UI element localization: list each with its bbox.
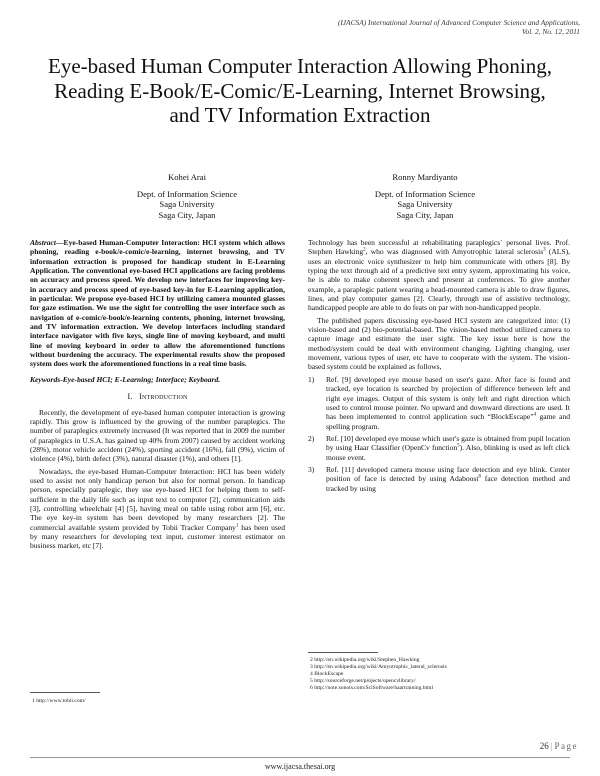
footnote: 4 BlockEscape <box>310 671 344 677</box>
intro-paragraph-1: Recently, the development of eye-based human computer interaction is growing rapidly. This grow is influenced by the growing of the number paraplegics. The number of paraplegics extremely increased (It was reported that in 2009 the number of paraplegics in U.S.A. has gained up 40% from 2007) caused by accident working (28%), motor vehicle accident (24%), sporting accident (16%), fall (9%), victim of violence (4%), birth defect (3%), natural disaster (1%), and others [1]. <box>30 407 285 464</box>
footnote: 2 http://en.wikipedia.org/wiki/Stephen_Hawking <box>310 657 420 663</box>
footnote-rule <box>30 692 100 693</box>
footnote-rule <box>308 652 378 653</box>
journal-name: (IJACSA) International Journal of Advanced Computer Science and Applications, <box>337 18 580 27</box>
footnotes-left <box>32 698 86 705</box>
abstract-label: Abstract <box>30 238 56 247</box>
left-column <box>30 238 285 554</box>
vision-based-list <box>308 375 570 493</box>
page-label: Page <box>554 741 578 751</box>
keywords: Keywords-Eye-based HCI; E-Learning; Interface; Keyboard. <box>30 374 221 384</box>
footnote: 3 http://en.wikipedia.org/wiki/Amyotrophic_lateral_sclerosis <box>310 664 447 670</box>
abstract-text: —Eye-based Human-Computer Interaction: HCI system which allows phoning, reading e-book/e-comic/e-learning, internet browsing, and TV information extraction is proposed for handicap student in E-Learning Application. The conventional eye-based HCI applications are facing problems on accuracy and process speed. We develop new interfaces for improving key-in accuracy and process speed of eye-based key-in for E-Learning application, in particular. We propose eye-based HCI by utilizing camera mounted glasses for gaze estimation. We use the sight for controlling the user interface such as navigation of e-comic/e-book/e-learning contents, phoning, internet browsing, and TV information extraction. We develop interfaces including standard interface navigator with five keys, single line of moving keyboard, and multi line of moving keyboard in order to allow the aforementioned functions without burdening the accuracy. The experimental results show the proposed system does work the aforementioned functions in a real time basis. <box>30 238 285 369</box>
author-university: Saga University <box>159 199 215 209</box>
footnote-marker: 5 <box>457 443 460 449</box>
author-city: Saga City, Japan <box>158 209 216 220</box>
footnote-marker: 4 <box>533 412 537 418</box>
footnote: 5 http://sourceforge.net/projects/opencvlibrary/ <box>310 678 416 684</box>
footnote: 6 http://note.sonots.com/SciSoftware/haartraining.html <box>310 685 434 691</box>
page-number-value: 26 <box>539 741 549 751</box>
footnote-marker: 6 <box>478 474 481 480</box>
footnote-marker: 3 <box>543 247 546 253</box>
footnote-marker: 2 <box>363 247 366 253</box>
author-dept: Dept. of Information Science <box>374 188 476 199</box>
list-item: 2) Ref. [10] developed eye mouse which user's gaze is obtained from pupil location by using Haar Classifier (OpenCv function$^5$). Also, blinking is used as left click mouse event. <box>308 433 570 462</box>
right-column <box>308 238 570 496</box>
author-name: Ronny Mardiyanto <box>392 172 458 182</box>
list-item: 3) Ref. [11] developed camera mouse using face detection and eye blink. Center position of face is detected by using Adaboost$^6$ face detection method and tracked by using <box>308 464 570 493</box>
author-block-2 <box>320 172 530 220</box>
intro-paragraph-2: Nowadays, the eye-based Human-Computer Interaction: HCI has been widely used to assist not only handicap person but also for normal person. In handicap person, especially paraplegic, they use eye-based HCI for helping them to self-sufficient in the daily life such as input text to computer [2], communication aids [3], controlling wheelchair [4] [5], having meal on table using robot arm [6], etc. The eye key-in system has been developed by many researchers [2]. The commercial available system provided by Tobii Tracker Company$^1$ has been used by many researchers for developing text input, customer interest estimator on business market, etc [7]. <box>30 466 285 551</box>
footnote: 1 http://www.tobii.com/ <box>32 698 86 704</box>
paper-title: Eye-based Human Computer Interaction Allowing Phoning, Reading E-Book/E-Comic/E-Learning, Internet Browsing, and TV Information Extraction <box>48 54 552 127</box>
author-block-1 <box>82 172 292 220</box>
abstract <box>30 238 285 369</box>
author-university: Saga University <box>397 199 453 209</box>
author-city: Saga City, Japan <box>396 209 454 220</box>
journal-header <box>180 18 580 36</box>
journal-website: www.ijacsa.thesai.org <box>264 762 336 771</box>
section-title: Introduction <box>139 392 188 402</box>
section-heading <box>30 392 285 401</box>
section-numeral: I. <box>127 392 133 402</box>
list-item: 1) Ref. [9] developed eye mouse based on user's gaze. After face is found and tracked, eye location is searched by projection of difference between left and right eye images. Output of this system is only left and right direction which used to control mouse pointer. No upward and downward directions are used. It has been implemented to control application such “BlockEscape”$^4$ game and spelling program. <box>308 374 570 431</box>
right-paragraph-2: The published papers discussing eye-based HCI system are categorized into: (1) vision-based and (2) bio-potential-based. The vision-based method utilized camera to capture image and estimate the user sight. The key issue here is how the method/system could be deal with environment changing. Lighting changing, user movement, various types of user, etc have to cooperate with the system. The vision-based system could be explained as follows, <box>308 315 570 372</box>
page-number: 26 | Page <box>539 741 578 751</box>
footnotes-right <box>310 657 447 692</box>
footnote-marker: 1 <box>235 523 239 529</box>
right-paragraph-1: Technology has been successful at rehabilitating paraplegics` personal lives. Prof. Stephen Hawking$^2$, who was diagnosed with Amyotrophic lateral sclerosis$^3$ (ALS), uses an electronic voice synthesizer to help him communicate with others [8]. By typing the text through aid of a predictive text entry system, approximating his voice, he is able to make coherent speech and present at conferences. To give another example, a paraplegic patient wearing a head-mounted camera is able to draw figures, lines, and play computer games [2]. Clearly, through use of assistive technology, handicapped people are able to do feats on par with non-handicapped people. <box>308 238 570 313</box>
footer-rule <box>30 757 570 758</box>
author-dept: Dept. of Information Science <box>136 188 238 199</box>
journal-volume: Vol. 2, No. 12, 2011 <box>521 27 580 36</box>
author-name: Kohei Arai <box>168 172 206 182</box>
